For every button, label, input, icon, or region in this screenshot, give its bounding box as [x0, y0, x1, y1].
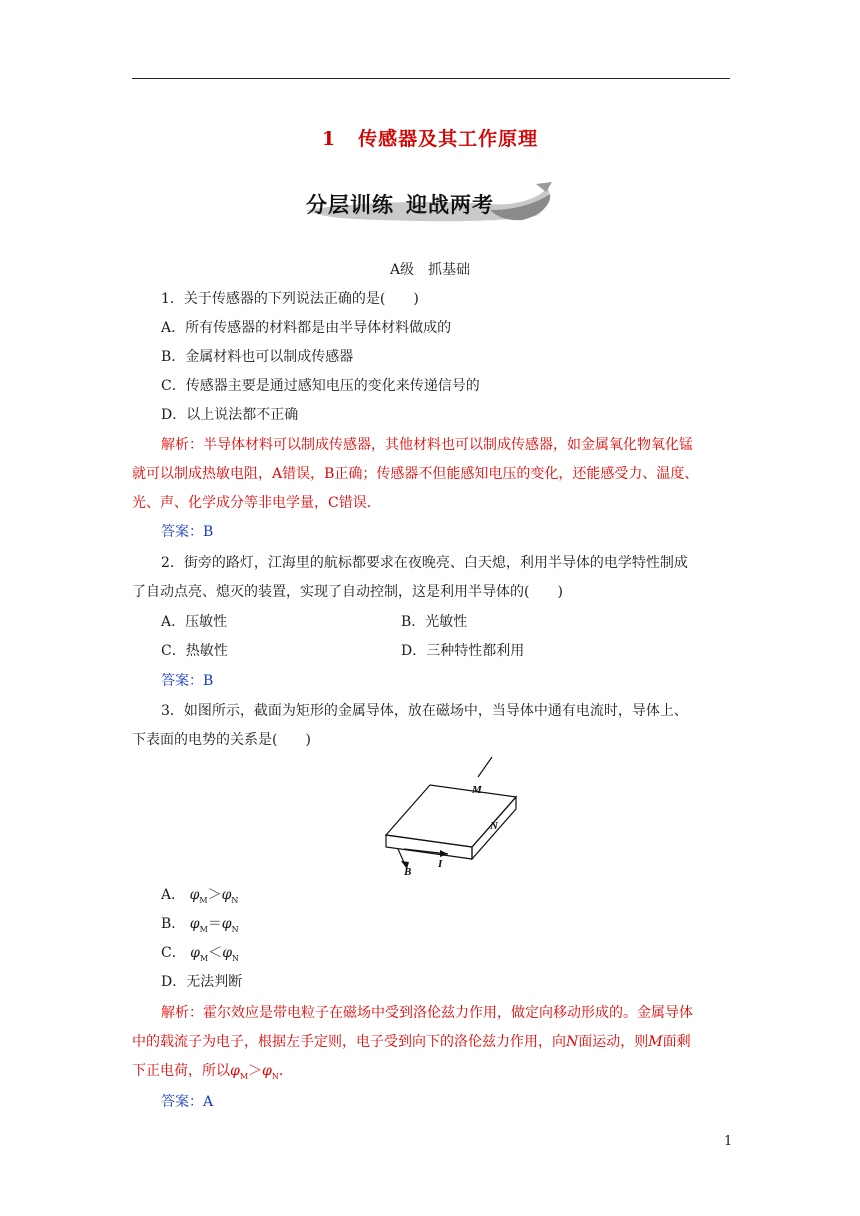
level-heading: A级 抓基础 — [389, 262, 471, 278]
q3-stem-line-1: 3．如图所示，截面为矩形的金属导体，放在磁场中，当导体中通有电流时，导体上、 — [161, 703, 688, 719]
q2-option-a: A．压敏性 — [161, 614, 228, 630]
label-m: M — [472, 784, 482, 796]
slab-front-face — [386, 835, 472, 859]
page-title — [0, 124, 860, 151]
q1-option-d: D．以上说法都不正确 — [161, 407, 299, 423]
q2-option-b: B．光敏性 — [401, 614, 468, 630]
label-b: B — [404, 866, 412, 877]
page-number: 1 — [724, 1134, 733, 1149]
q1-stem: 1．关于传感器的下列说法正确的是( ) — [161, 291, 419, 307]
q3-analysis-line-1: 解析：霍尔效应是带电粒子在磁场中受到洛伦兹力作用，做定向移动形成的。金属导体 — [161, 1005, 693, 1021]
banner-text — [306, 189, 494, 219]
q2-stem-line-2: 了自动点亮、熄灭的装置，实现了自动控制，这是利用半导体的( ) — [132, 584, 563, 600]
q2-option-d: D．三种特性都利用 — [401, 643, 525, 659]
q3-analysis-line-3: 下正电荷，所以$\varphi_M>\varphi_N$. — [132, 1063, 284, 1081]
conductor-figure — [382, 757, 518, 877]
q1-analysis-line-1: 解析：半导体材料可以制成传感器，其他材料也可以制成传感器，如金属氧化物氧化锰 — [161, 437, 693, 453]
q2-stem-line-1: 2．街旁的路灯，江海里的航标都要求在夜晚亮、白天熄，利用半导体的电学特性制成 — [161, 555, 688, 571]
q1-option-b: B．金属材料也可以制成传感器 — [161, 349, 354, 365]
q1-analysis-line-3: 光、声、化学成分等非电学量，C错误. — [132, 495, 372, 511]
banner-right: 迎战两考 — [406, 193, 494, 217]
banner-left: 分层训练 — [306, 193, 394, 217]
label-n: N — [490, 820, 498, 832]
q1-option-c: C．传感器主要是通过感知电压的变化来传递信号的 — [161, 378, 480, 394]
q3-option-a: A． $\varphi_M>\varphi_N$ — [161, 887, 239, 905]
q3-answer: 答案：A — [161, 1094, 214, 1110]
section-title: 传感器及其工作原理 — [358, 128, 539, 150]
q3-option-c: C． $\varphi_M<\varphi_N$ — [161, 945, 239, 963]
q1-option-a: A．所有传感器的材料都是由半导体材料做成的 — [161, 320, 452, 336]
header-rule — [132, 78, 730, 79]
q3-analysis-line-2: 中的载流子为电子，根据左手定则，电子受到向下的洛伦兹力作用，向N面运动，则M面剩 — [132, 1034, 691, 1050]
q3-stem-line-2: 下表面的电势的关系是( ) — [132, 732, 311, 748]
q3-option-b: B． $\varphi_M=\varphi_N$ — [161, 916, 239, 934]
q2-answer: 答案：B — [161, 673, 214, 689]
q2-option-c: C．热敏性 — [161, 643, 228, 659]
q3-option-d: D．无法判断 — [161, 974, 243, 990]
q1-answer: 答案：B — [161, 524, 214, 540]
section-number: 1 — [321, 128, 337, 150]
label-i: I — [438, 858, 443, 870]
field-line — [478, 757, 492, 777]
q1-analysis-line-2: 就可以制成热敏电阻，A错误，B正确；传感器不但能感知电压的变化，还能感受力、温度、 — [132, 466, 699, 482]
